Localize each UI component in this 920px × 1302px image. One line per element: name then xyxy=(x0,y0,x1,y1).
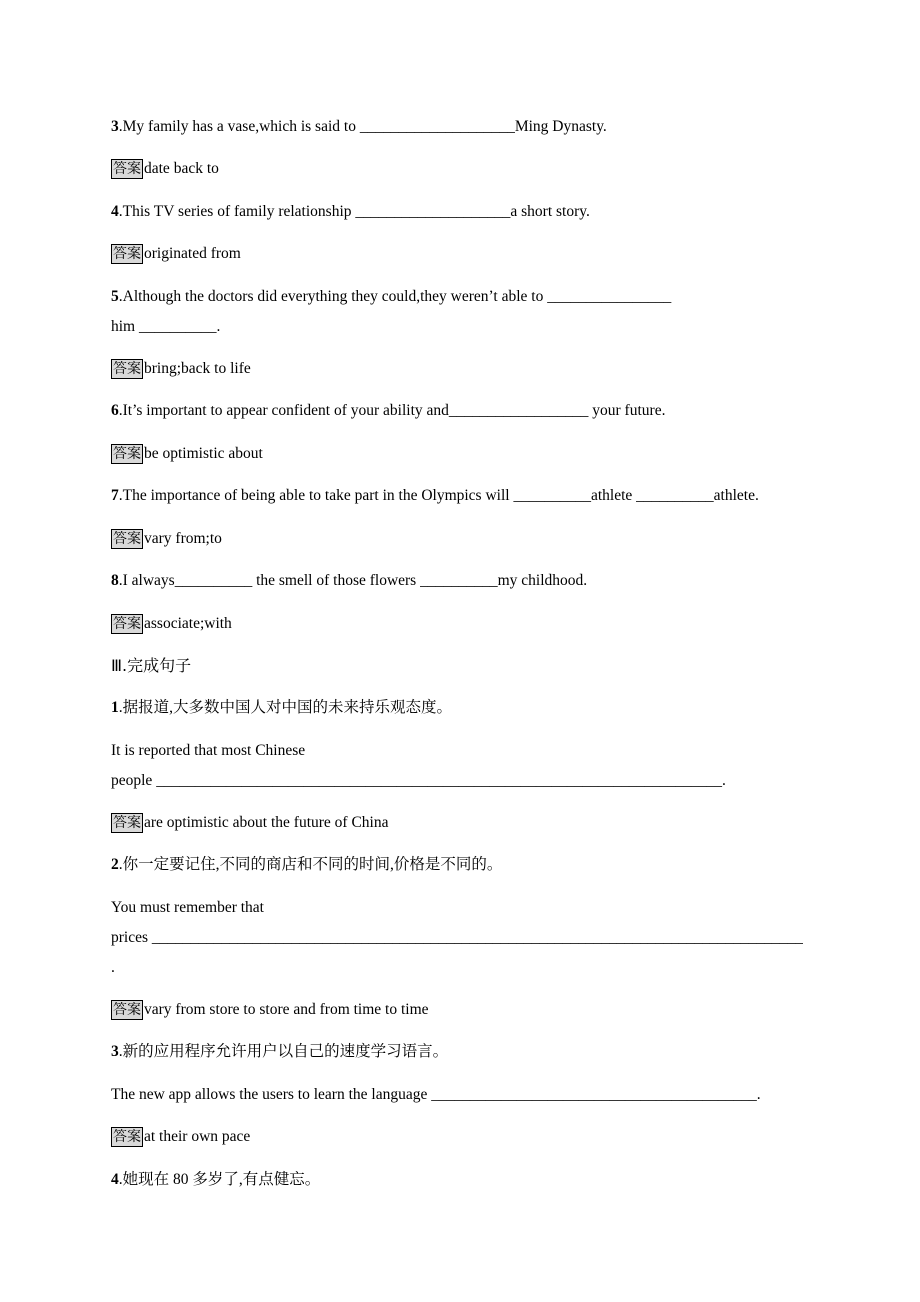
question-8 xyxy=(111,571,587,591)
question-4 xyxy=(111,202,590,222)
question-number: 5 xyxy=(111,288,119,305)
question-number: 8 xyxy=(111,572,119,589)
answer-5 xyxy=(111,359,251,379)
answer-text: vary from store to store and from time to time xyxy=(144,1001,429,1018)
sentence-1-english: It is reported that most Chinese xyxy=(111,742,306,759)
answer-label: 答案 xyxy=(113,531,141,547)
question-text: .I always__________ the smell of those flowers __________my childhood. xyxy=(118,572,588,589)
answer-s1 xyxy=(111,813,389,833)
sentence-2-chinese xyxy=(111,855,502,875)
answer-s2 xyxy=(111,1000,429,1020)
answer-text: are optimistic about the future of China xyxy=(144,814,389,831)
sentence-4-chinese xyxy=(111,1170,320,1190)
answer-text: bring;back to life xyxy=(144,360,251,377)
answer-label: 答案 xyxy=(113,815,141,831)
question-text: .My family has a vase,which is said to ____________________Ming Dynasty. xyxy=(118,118,607,135)
sentence-2-end: . xyxy=(111,959,115,976)
question-text: .据报道,大多数中国人对中国的未来持乐观态度。 xyxy=(118,699,453,716)
question-text: .你一定要记住,不同的商店和不同的时间,价格是不同的。 xyxy=(118,856,503,873)
question-5 xyxy=(111,287,671,307)
answer-text: vary from;to xyxy=(144,530,222,547)
question-number: 3 xyxy=(111,118,119,135)
question-3 xyxy=(111,117,607,137)
question-number: 1 xyxy=(111,699,119,716)
sentence-1-chinese xyxy=(111,698,452,718)
question-number: 6 xyxy=(111,402,119,419)
answer-label: 答案 xyxy=(113,361,141,377)
question-text: .The importance of being able to take part in the Olympics will __________athlete __________athlete. xyxy=(118,487,759,504)
question-7 xyxy=(111,486,759,506)
answer-label: 答案 xyxy=(113,446,141,462)
answer-text: originated from xyxy=(144,245,241,262)
answer-label: 答案 xyxy=(113,616,141,632)
answer-text: associate;with xyxy=(144,615,232,632)
answer-text: at their own pace xyxy=(144,1128,251,1145)
answer-label: 答案 xyxy=(113,161,141,177)
question-text: .This TV series of family relationship ____________________a short story. xyxy=(118,203,590,220)
section-heading: Ⅲ.完成句子 xyxy=(111,656,192,675)
question-text: .It’s important to appear confident of your ability and__________________ your future. xyxy=(118,402,666,419)
question-number: 7 xyxy=(111,487,119,504)
answer-text: be optimistic about xyxy=(144,445,263,462)
sentence-2-blank: prices ____________________________________________________________________________________ xyxy=(111,929,803,946)
answer-label: 答案 xyxy=(113,1129,141,1145)
answer-8 xyxy=(111,614,232,634)
sentence-1-blank: people _________________________________________________________________________. xyxy=(111,772,726,789)
question-number: 4 xyxy=(111,203,119,220)
question-number: 4 xyxy=(111,1171,119,1188)
question-text: .新的应用程序允许用户以自己的速度学习语言。 xyxy=(118,1043,449,1060)
answer-label: 答案 xyxy=(113,246,141,262)
answer-4 xyxy=(111,244,241,264)
question-6 xyxy=(111,401,665,421)
question-number: 2 xyxy=(111,856,119,873)
question-5-continued: him __________. xyxy=(111,318,221,335)
question-number: 3 xyxy=(111,1043,119,1060)
question-text: .她现在 80 多岁了,有点健忘。 xyxy=(118,1171,321,1188)
question-text: .Although the doctors did everything they could,they weren’t able to ________________ xyxy=(118,288,672,305)
sentence-3-english: The new app allows the users to learn the language __________________________________________. xyxy=(111,1086,761,1103)
answer-3 xyxy=(111,159,219,179)
answer-7 xyxy=(111,529,222,549)
sentence-3-chinese xyxy=(111,1042,448,1062)
answer-label: 答案 xyxy=(113,1002,141,1018)
sentence-2-english: You must remember that xyxy=(111,899,264,916)
answer-text: date back to xyxy=(144,160,219,177)
answer-6 xyxy=(111,444,263,464)
answer-s3 xyxy=(111,1127,250,1147)
